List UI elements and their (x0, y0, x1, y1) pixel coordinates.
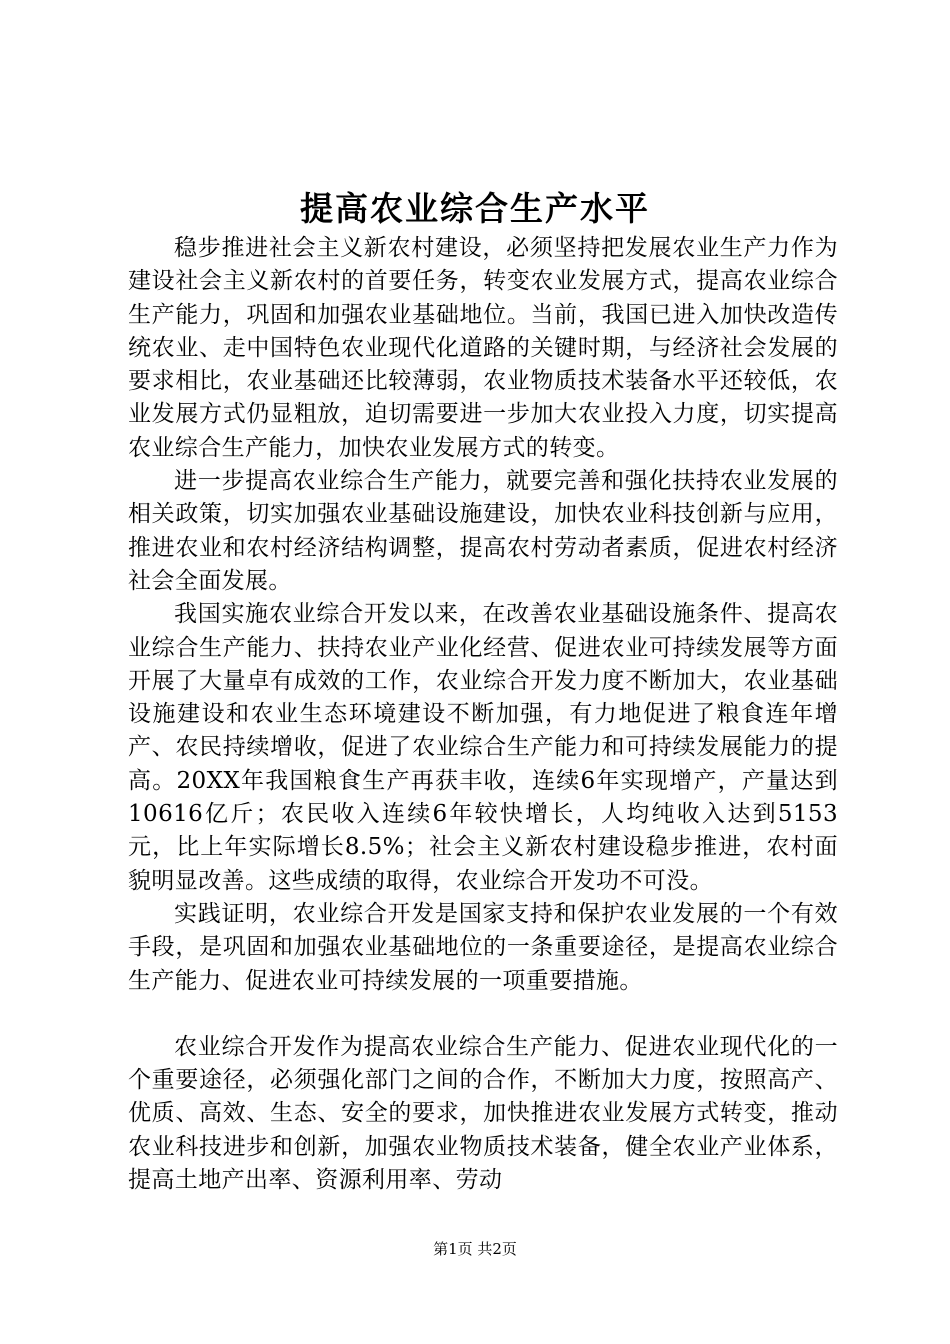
paragraph-4: 实践证明，农业综合开发是国家支持和保护农业发展的一个有效手段，是巩固和加强农业基础地位的一条重要途径，是提高农业综合生产能力、促进农业可持续发展的一项重要措施。 (128, 900, 838, 994)
paragraph-2: 进一步提高农业综合生产能力，就要完善和强化扶持农业发展的相关政策，切实加强农业基础设施建设，加快农业科技创新与应用，推进农业和农村经济结构调整，提高农村劳动者素质，促进农村经济社会全面发展。 (128, 468, 838, 594)
paragraph-5: 农业综合开发作为提高农业综合生产能力、促进农业现代化的一个重要途径，必须强化部门之间的合作，不断加大力度，按照高产、优质、高效、生态、安全的要求，加快推进农业发展方式转变，推动农业科技进步和创新，加强农业物质技术装备，健全农业产业体系，提高土地产出率、资源利用率、劳动 (128, 1033, 838, 1194)
paragraph-1: 稳步推进社会主义新农村建设，必须坚持把发展农业生产力作为建设社会主义新农村的首要任务，转变农业发展方式，提高农业综合生产能力，巩固和加强农业基础地位。当前，我国已进入加快改造传统农业、走中国特色农业现代化道路的关键时期，与经济社会发展的要求相比，农业基础还比较薄弱，农业物质技术装备水平还较低，农业发展方式仍显粗放，迫切需要进一步加大农业投入力度，切实提高农业综合生产能力，加快农业发展方式的转变。 (128, 235, 838, 461)
document-title: 提高农业综合生产水平 (300, 189, 650, 228)
document-body (128, 232, 838, 1197)
paragraph-spacer (128, 998, 838, 1031)
page-number-footer: 第1页 共2页 (433, 1240, 517, 1258)
paragraph-3: 我国实施农业综合开发以来，在改善农业基础设施条件、提高农业综合生产能力、扶持农业产业化经营、促进农业可持续发展等方面开展了大量卓有成效的工作，农业综合开发力度不断加大，农业基础设施建设和农业生态环境建设不断加强，有力地促进了粮食连年增产、农民持续增收，促进了农业综合生产能力和可持续发展能力的提高。20XX年我国粮食生产再获丰收，连续6年实现增产，产量达到10616亿斤；农民收入连续6年较快增长，人均纯收入达到5153元，比上年实际增长8.5%；社会主义新农村建设稳步推进，农村面貌明显改善。这些成绩的取得，农业综合开发功不可没。 (128, 601, 838, 894)
